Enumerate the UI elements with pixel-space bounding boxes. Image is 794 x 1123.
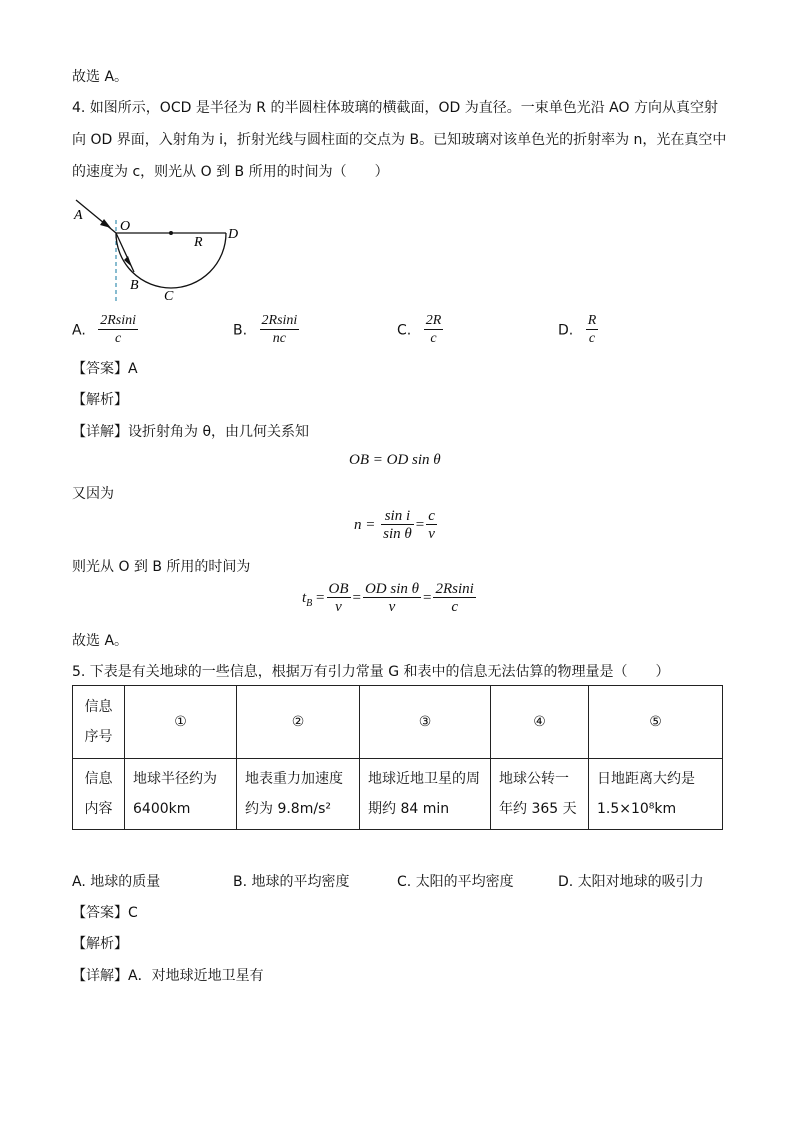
q4-time-text: 则光从 O 到 B 所用的时间为 bbox=[72, 559, 251, 575]
content-line2: 年约 365 天 bbox=[499, 801, 577, 817]
eq3-sub: B bbox=[306, 597, 313, 609]
answer-label: 【答案】 bbox=[72, 905, 128, 921]
table-row bbox=[73, 686, 723, 759]
index-cell: ④ bbox=[491, 686, 589, 759]
option-numerator: R bbox=[587, 313, 597, 328]
eq2-lhs: n = bbox=[354, 517, 376, 533]
option-denominator: c bbox=[588, 331, 596, 346]
q4-answer bbox=[72, 358, 138, 378]
option-label: A. bbox=[72, 322, 86, 339]
row-header-line2: 序号 bbox=[84, 729, 113, 745]
eq2-den1: sin θ bbox=[383, 526, 412, 542]
content-cell bbox=[589, 759, 723, 830]
option-numerator: 2R bbox=[425, 313, 442, 328]
content-cell bbox=[125, 759, 237, 830]
option-label: C. bbox=[397, 322, 412, 339]
eq3-den3: c bbox=[451, 599, 458, 615]
eq3-den1: v bbox=[335, 599, 342, 615]
option-label: A. bbox=[72, 874, 86, 890]
q5-answer bbox=[72, 902, 138, 922]
q4-option-a[interactable] bbox=[72, 313, 140, 348]
index-cell: ② bbox=[237, 686, 360, 759]
content-line1: 地球近地卫星的周 bbox=[368, 771, 480, 787]
q4-semicircle-figure bbox=[66, 190, 256, 305]
content-line1: 地球公转一 bbox=[499, 771, 569, 787]
eq2-num2: c bbox=[428, 508, 435, 524]
label-a: A bbox=[74, 208, 83, 223]
option-label: B. bbox=[233, 322, 248, 339]
q5-info-table bbox=[72, 685, 723, 830]
q4-analysis-label: 【解析】 bbox=[72, 392, 128, 408]
answer-label: 【答案】 bbox=[72, 361, 128, 377]
content-cell bbox=[360, 759, 491, 830]
q5-stem: 5. 下表是有关地球的一些信息，根据万有引力常量 G 和表中的信息无法估算的物理量是（ ） bbox=[72, 664, 670, 680]
refracted-arrow-icon bbox=[124, 256, 132, 267]
option-denominator: nc bbox=[272, 331, 287, 346]
q5-analysis-label: 【解析】 bbox=[72, 936, 128, 952]
eq3-den2: v bbox=[388, 599, 396, 615]
q4-option-c[interactable] bbox=[397, 313, 445, 348]
detail-text: 设折射角为 θ，由几何关系知 bbox=[128, 424, 310, 440]
answer-value: C bbox=[128, 905, 138, 921]
q4-stem-line1: 4. 如图所示，OCD 是半径为 R 的半圆柱体玻璃的横截面，OD 为直径。一束单色光沿 AO 方向从真空射 bbox=[72, 100, 718, 116]
row-header-content bbox=[73, 759, 125, 830]
center-dot bbox=[169, 231, 173, 235]
q5-detail bbox=[72, 965, 264, 985]
row-header-line1: 信息 bbox=[84, 771, 113, 787]
content-cell bbox=[237, 759, 360, 830]
q4-then-text: 又因为 bbox=[72, 486, 114, 502]
content-line2: 约为 9.8m/s² bbox=[245, 801, 331, 817]
q5-option-c[interactable] bbox=[397, 871, 514, 891]
content-line2: 6400km bbox=[133, 801, 191, 817]
option-label: D. bbox=[558, 322, 574, 339]
eq3-num2: OD sin θ bbox=[364, 581, 420, 597]
index-cell: ① bbox=[125, 686, 237, 759]
option-denominator: c bbox=[430, 331, 437, 346]
option-label: B. bbox=[233, 874, 248, 890]
content-line1: 地表重力加速度 bbox=[245, 771, 343, 787]
eq3-num3: 2Rsini bbox=[435, 581, 474, 597]
detail-label: 【详解】 bbox=[72, 968, 128, 984]
q4-conclusion: 故选 A。 bbox=[72, 633, 129, 649]
q3-conclusion: 故选 A。 bbox=[72, 69, 129, 85]
q4-option-d[interactable] bbox=[558, 313, 600, 348]
option-numerator: 2Rsini bbox=[100, 313, 137, 328]
q4-equation-2: n = $\frac{\text{sin i}}{\text{sin θ}}$ = $\frac{c}{v}$ bbox=[354, 508, 435, 542]
label-o: O bbox=[120, 219, 131, 234]
option-text: 地球的平均密度 bbox=[251, 874, 350, 890]
option-text: 地球的质量 bbox=[90, 874, 161, 890]
row-header-index bbox=[73, 686, 125, 759]
detail-text: A．对地球近地卫星有 bbox=[128, 968, 264, 984]
row-header-line2: 内容 bbox=[84, 801, 113, 817]
option-label: C. bbox=[397, 874, 412, 890]
option-text: 太阳对地球的吸引力 bbox=[577, 874, 704, 890]
detail-label: 【详解】 bbox=[72, 424, 128, 440]
eq2-num1: sin i bbox=[381, 508, 414, 525]
content-line2: 期约 84 min bbox=[368, 801, 450, 817]
q4-detail bbox=[72, 421, 309, 441]
index-cell: ⑤ bbox=[589, 686, 723, 759]
eq2-den2: v bbox=[428, 526, 435, 542]
label-b: B bbox=[130, 278, 139, 293]
option-denominator: c bbox=[115, 331, 122, 346]
q4-equation-3: $t_B$ = $\frac{OB}{v}$ = $\frac{\text{OD sin θ}}{v}$ = $\frac{2Rsini}{c}$ bbox=[302, 581, 474, 615]
content-cell bbox=[491, 759, 589, 830]
content-line2: 1.5×10⁸km bbox=[597, 801, 677, 817]
row-header-line1: 信息 bbox=[84, 699, 113, 715]
content-line1: 日地距离大约是 bbox=[597, 771, 695, 787]
option-label: D. bbox=[558, 874, 574, 890]
q4-stem-line2: 向 OD 界面，入射角为 i，折射光线与圆柱面的交点为 B。已知玻璃对该单色光的折射率为 n，光在真空中 bbox=[72, 132, 727, 148]
q5-option-a[interactable] bbox=[72, 871, 160, 891]
q5-option-d[interactable] bbox=[558, 871, 704, 891]
label-d: D bbox=[228, 227, 239, 242]
index-cell: ③ bbox=[360, 686, 491, 759]
q4-equation-1: OB = OD sin θ bbox=[349, 452, 441, 468]
q4-stem-line3: 的速度为 c，则光从 O 到 B 所用的时间为（ ） bbox=[72, 164, 389, 180]
option-numerator: 2Rsini bbox=[261, 313, 298, 328]
eq3-num1: OB bbox=[328, 581, 349, 597]
q5-option-b[interactable] bbox=[233, 871, 350, 891]
answer-value: A bbox=[128, 361, 138, 377]
label-c: C bbox=[164, 289, 174, 304]
content-line1: 地球半径约为 bbox=[133, 771, 217, 787]
option-text: 太阳的平均密度 bbox=[415, 874, 514, 890]
q4-option-b[interactable] bbox=[233, 313, 301, 348]
table-row bbox=[73, 759, 723, 830]
label-r: R bbox=[194, 235, 203, 250]
eq3-lhs: t bbox=[302, 590, 307, 606]
